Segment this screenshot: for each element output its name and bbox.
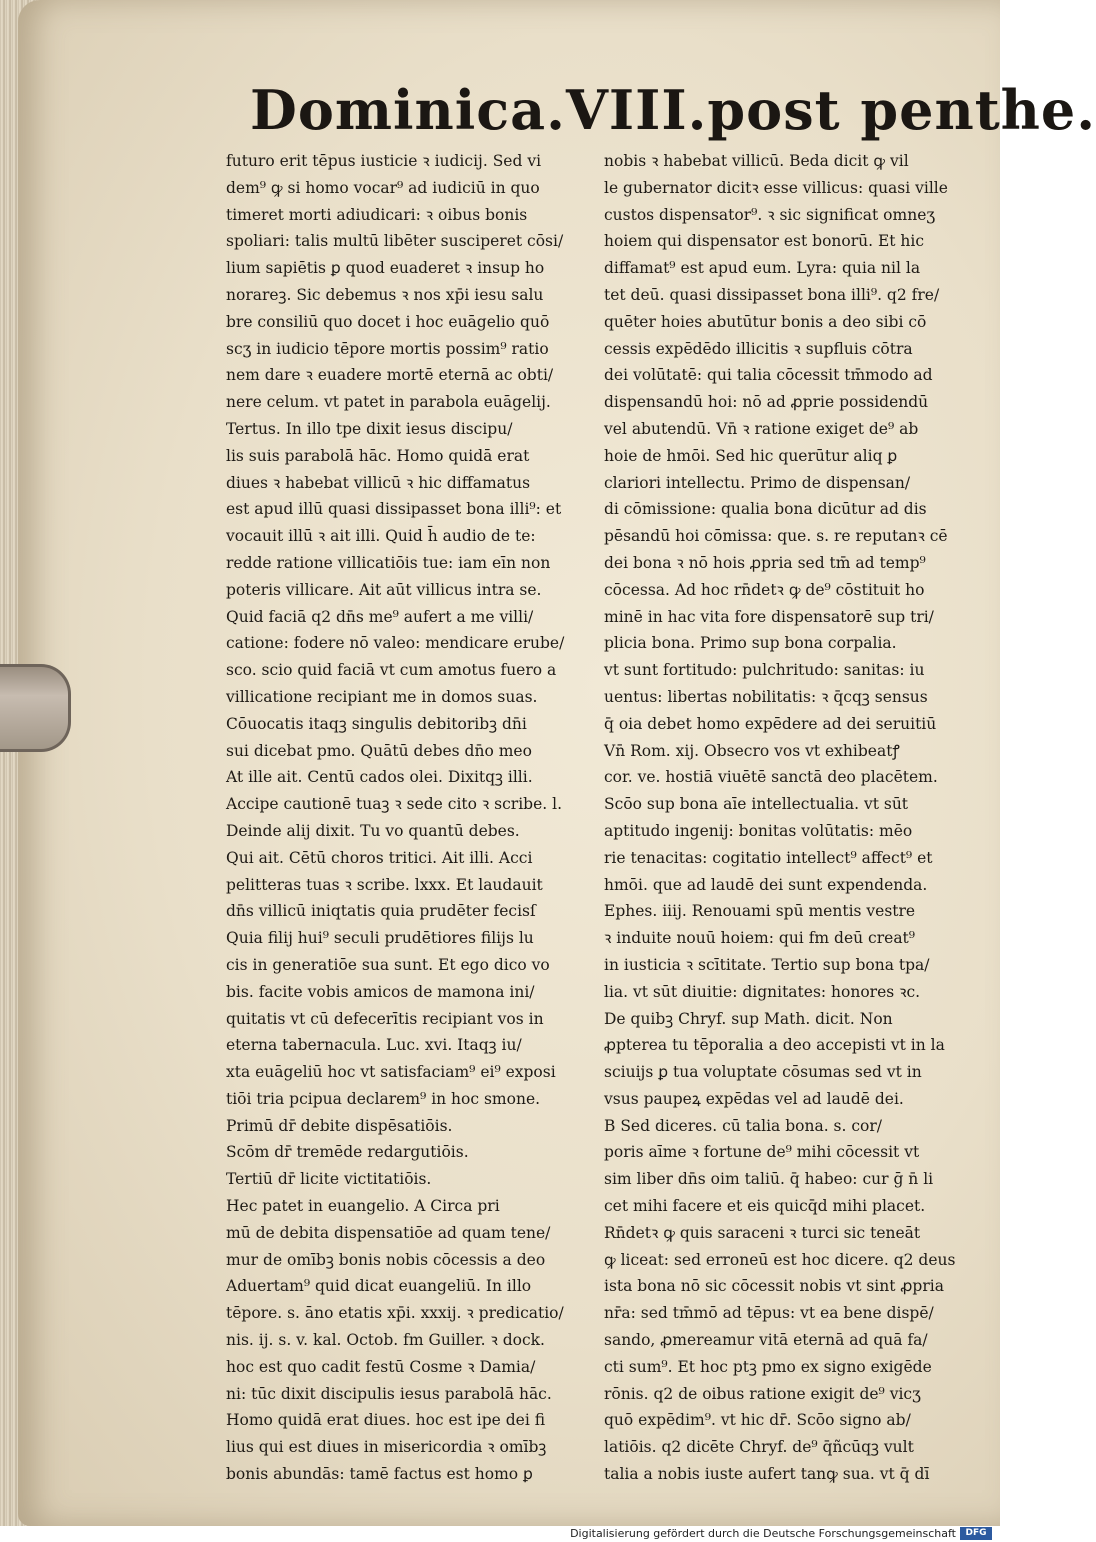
text-line: Rn̄detꝛ ꝙ quis saraceni ꝛ turci sic teneāt (604, 1223, 921, 1242)
text-line: Ephes. iiij. Renouami spū mentis vestre (604, 902, 916, 921)
text-line: mur de omībꝫ bonis nobis cōcessis a deo (226, 1250, 546, 1269)
text-line: cor. ve. hostiā viuētē sanctā deo placētem. (604, 768, 938, 787)
text-line: vsus paupeꝝ expēdas vel ad laudē dei. (604, 1089, 904, 1108)
text-line: De quibꝫ Chryf. sup Math. dicit. Non (604, 1009, 893, 1028)
text-line: lia. vt sūt diuitie: dignitates: honores ꝛc. (604, 982, 921, 1001)
text-line: vt sunt fortitudo: pulchritudo: sanitas: iu (604, 661, 925, 680)
text-line: bonis abundās: tamē factus est homo ꝑ (226, 1465, 533, 1484)
text-line: sim liber dn̄s oim taliū. q̄ habeo: cur ḡ n̄ li (604, 1170, 934, 1189)
text-line: tiōi tria pcipua declarem⁹ in hoc smone. (226, 1089, 541, 1108)
text-line: tet deū. quasi dissipasset bona illi⁹. q2 fre/ (604, 285, 940, 304)
text-line: ꝙ liceat: sed erroneū est hoc dicere. q2 deus (604, 1250, 956, 1269)
text-line: dem⁹ ꝙ si homo vocar⁹ ad iudiciū in quo (226, 178, 540, 197)
text-line: nere celum. vt patet in parabola euāgelij. (226, 393, 551, 412)
text-line: vel abutendū. Vn̄ ꝛ ratione exiget de⁹ ab (604, 419, 919, 438)
text-line: Quia filij hui⁹ seculi prudētiores filijs lu (226, 929, 534, 948)
text-line: redde ratione villicatiōis tue: iam eīn non (226, 553, 551, 572)
text-line: sui dicebat pmo. Quātū debes dn̄o meo (226, 741, 532, 760)
text-line: in iusticia ꝛ scītitate. Tertio sup bona tpa/ (604, 955, 930, 974)
text-line: sciuijs ꝑ tua voluptate cōsumas sed vt in (604, 1063, 922, 1082)
text-line: timeret morti adiudicari: ꝛ oibus bonis (226, 205, 528, 224)
text-line: dispensandū hoi: nō ad ꝓprie possidendū (604, 393, 929, 412)
text-line: B Sed diceres. cū talia bona. s. cor/ (604, 1116, 883, 1135)
funding-note: Digitalisierung gefördert durch die Deutsche Forschungsgemeinschaft (570, 1527, 956, 1540)
text-line: pelitteras tuas ꝛ scribe. lxxx. Et laudauit (226, 875, 543, 894)
text-line: latiōis. q2 dicēte Chryf. de⁹ q̄ñcūqꝫ vult (604, 1438, 914, 1457)
text-line: bre consiliū quo docet i hoc euāgelio quō (226, 312, 550, 331)
text-line: pēsandū hoi cōmissa: que. s. re reputanꝛ cē (604, 527, 948, 546)
text-line: xta euāgeliū hoc vt satisfaciam⁹ ei⁹ exposi (226, 1063, 556, 1082)
text-line: lius qui est diues in misericordia ꝛ omībꝫ (226, 1438, 547, 1457)
text-line: catione: fodere nō valeo: mendicare erube/ (226, 634, 565, 653)
text-line: Accipe cautionē tuaꝫ ꝛ sede cito ꝛ scribe. l. (226, 795, 562, 814)
text-line: le gubernator dicitꝛ esse villicus: quasi ville (604, 178, 948, 197)
running-head: Dominica.VIII.post penthe. (250, 78, 1096, 142)
text-line: hmōi. que ad laudē dei sunt expendenda. (604, 875, 928, 894)
text-line: Deinde alij dixit. Tu vo quantū debes. (226, 821, 520, 840)
text-line: Scōo sup bona aīe intellectualia. vt sūt (604, 795, 909, 814)
text-line: uentus: libertas nobilitatis: ꝛ q̄cqꝫ sensus (604, 687, 928, 706)
text-line: Vn̄ Rom. xij. Obsecro vos vt exhibeatꝭ (604, 741, 900, 760)
text-line: vocauit illū ꝛ ait illi. Quid h̄ audio de te: (226, 527, 536, 546)
text-line: diffamat⁹ est apud eum. Lyra: quia nil la (604, 259, 921, 278)
text-line: nis. ij. s. v. kal. Octob. fm Guiller. ꝛ dock. (226, 1331, 545, 1350)
text-line: Tertiū dr̄ licite victitatiōis. (226, 1170, 432, 1189)
text-line: nobis ꝛ habebat villicū. Beda dicit ꝙ vil (604, 152, 909, 170)
text-line: plicia bona. Primo sup bona corpalia. (604, 634, 897, 653)
text-line: dn̄s villicū iniqtatis quia prudēter fecisſ (226, 902, 536, 921)
text-line: rie tenacitas: cogitatio intellect⁹ affect⁹ et (604, 848, 933, 867)
text-line: eterna tabernacula. Luc. xvi. Itaqꝫ iu/ (226, 1036, 522, 1055)
text-line: quō expēdim⁹. vt hic dr̄. Scōo signo ab/ (604, 1411, 911, 1430)
text-line: poris aīme ꝛ fortune de⁹ mihi cōcessit vt (604, 1143, 920, 1162)
text-line: nem dare ꝛ euadere mortē eternā ac obti/ (226, 366, 554, 385)
text-line: norareꝫ. Sic debemus ꝛ nos xp̄i iesu salu (226, 285, 544, 304)
text-line: tēpore. s. āno etatis xp̄i. xxxij. ꝛ predicatio/ (226, 1304, 564, 1323)
text-line: di cōmissione: qualia bona dicūtur ad dis (604, 500, 927, 519)
dfg-logo: DFG (960, 1527, 992, 1540)
text-line: ista bona nō sic cōcessit nobis vt sint ꝓpria (604, 1277, 944, 1296)
text-line: sando, ꝓmereamur vitā eternā ad quā fa/ (604, 1331, 928, 1350)
text-line: diues ꝛ habebat villicū ꝛ hic diffamatus (226, 473, 531, 492)
text-line: minē in hac vita fore dispensatorē sup tri/ (604, 607, 934, 626)
text-line: dei volūtatē: qui talia cōcessit tm̄modo ad (604, 366, 933, 385)
footer-bar (0, 1526, 1000, 1542)
text-line: custos dispensator⁹. ꝛ sic significat omneʒ (604, 205, 936, 224)
text-line: aptitudo ingenij: bonitas volūtatis: mēo (604, 821, 913, 840)
book-clasp-strap (0, 664, 71, 752)
text-line: cōcessa. Ad hoc rn̄detꝛ ꝙ de⁹ cōstituit ho (604, 580, 925, 599)
text-line: rōnis. q2 de oibus ratione exigit de⁹ vicʒ (604, 1384, 921, 1403)
text-line: talia a nobis iuste aufert tanꝙ sua. vt q̄ dī (604, 1465, 930, 1484)
text-line: spoliari: talis multū libēter susciperet cōsi/ (226, 232, 564, 251)
right-text-column (604, 148, 966, 1488)
text-line: Homo quidā erat diues. hoc est ipe dei fi (226, 1411, 546, 1430)
text-line: quitatis vt cū defecerītis recipiant vos in (226, 1009, 544, 1028)
left-text-column (226, 148, 598, 1488)
text-line: Cōuocatis itaqꝫ singulis debitoribꝫ dn̄i (226, 714, 527, 733)
text-line: Qui ait. Cētū choros tritici. Ait illi. Acci (226, 848, 533, 867)
text-line: mū de debita dispensatiōe ad quam tene/ (226, 1223, 551, 1242)
text-line: dei bona ꝛ nō hois ꝓpria sed tm̄ ad temp⁹ (604, 553, 926, 572)
text-line: poteris villicare. Ait aūt villicus intra se. (226, 580, 542, 599)
text-line: At ille ait. Centū cados olei. Dixitqꝫ illi. (226, 768, 533, 787)
text-line: Scōm dr̄ tremēde redargutiōis. (226, 1143, 469, 1162)
text-line: nr̄a: sed tm̄mō ad tēpus: vt ea bene dispē/ (604, 1304, 934, 1323)
text-line: scʒ in iudicio tēpore mortis possim⁹ ratio (226, 339, 549, 358)
text-line: hoie de hmōi. Sed hic querūtur aliq ꝑ (604, 446, 898, 465)
text-line: ꝓpterea tu tēporalia a deo accepisti vt in la (604, 1036, 945, 1055)
text-line: clariori intellectu. Primo de dispensan/ (604, 473, 911, 492)
text-line: cet mihi facere et eis quicq̄d mihi placet. (604, 1197, 926, 1216)
text-line: Quid faciā q2 dn̄s me⁹ aufert a me villi/ (226, 607, 534, 626)
text-line: Tertus. In illo tpe dixit iesus discipu/ (226, 419, 513, 438)
text-line: quēter hoies abutūtur bonis a deo sibi cō (604, 312, 927, 331)
text-line: ꝛ induite nouū hoiem: qui fm deū creat⁹ (604, 929, 916, 948)
text-line: Hec patet in euangelio. A Circa pri (226, 1197, 500, 1216)
text-line: futuro erit tēpus iusticie ꝛ iudicij. Sed vi (226, 152, 542, 170)
text-line: q̄ oia debet homo expēdere ad dei seruitiū (604, 714, 937, 733)
text-line: bis. facite vobis amicos de mamona ini/ (226, 982, 535, 1001)
text-line: sco. scio quid faciā vt cum amotus fuero a (226, 661, 557, 680)
text-line: cessis expēdēdo illicitis ꝛ supfluis cōtra (604, 339, 913, 358)
text-line: Aduertam⁹ quid dicat euangeliū. In illo (226, 1277, 532, 1296)
text-line: cis in generatiōe sua sunt. Et ego dico vo (226, 955, 550, 974)
text-line: villicatione recipiant me in domos suas. (226, 687, 538, 706)
text-line: Primū dr̄ debite dispēsatiōis. (226, 1116, 453, 1135)
text-line: cti sum⁹. Et hoc ptꝫ pmo ex signo exigēde (604, 1357, 932, 1376)
text-line: ni: tūc dixit discipulis iesus parabolā hāc. (226, 1384, 552, 1403)
text-line: hoc est quo cadit festū Cosme ꝛ Damia/ (226, 1357, 536, 1376)
text-line: hoiem qui dispensator est bonorū. Et hic (604, 232, 925, 251)
text-line: lis suis parabolā hāc. Homo quidā erat (226, 446, 530, 465)
text-line: lium sapiētis ꝑ quod euaderet ꝛ insup ho (226, 259, 545, 278)
text-line: est apud illū quasi dissipasset bona illi⁹: et (226, 500, 562, 519)
